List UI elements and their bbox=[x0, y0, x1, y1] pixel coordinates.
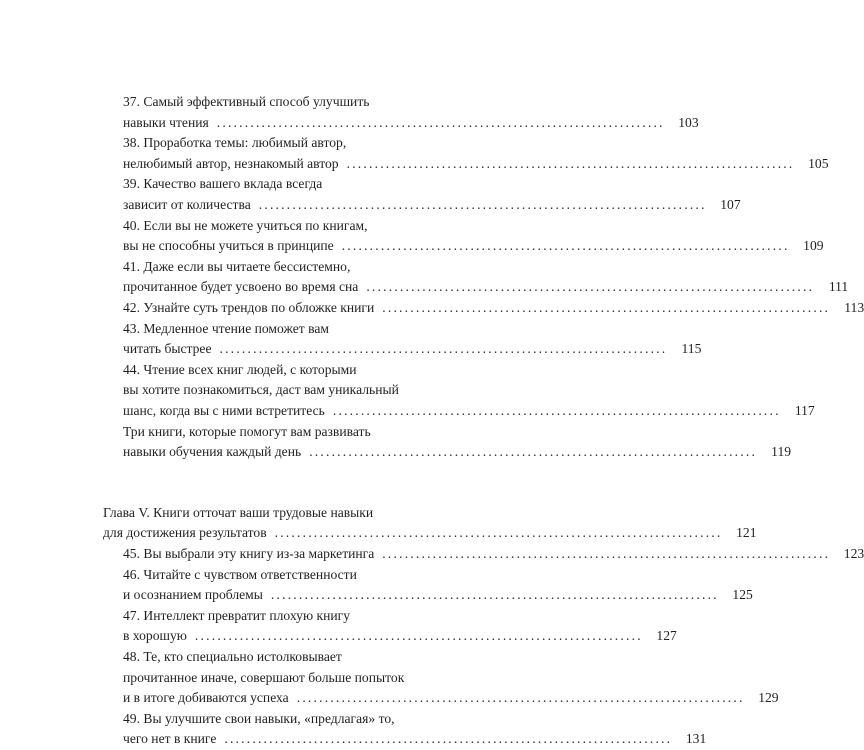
toc-entry-line bbox=[123, 380, 448, 400]
page-number: 127 bbox=[656, 628, 677, 644]
dot-leader: ................................................................................ bbox=[270, 587, 719, 603]
toc-entry-title: нелюбимый автор, незнакомый автор bbox=[123, 155, 339, 171]
toc-entry-line bbox=[123, 319, 448, 339]
toc-entry-title: читать быстрее bbox=[123, 341, 212, 357]
page-number: 125 bbox=[732, 587, 753, 603]
toc-entry-line bbox=[123, 257, 448, 277]
toc-entry-last-line bbox=[123, 154, 829, 174]
toc-entry-last-line bbox=[123, 688, 779, 708]
toc-entry-title: 40. Если вы не можете учиться по книгам, bbox=[123, 217, 368, 233]
dot-leader: ................................................................................ bbox=[341, 238, 790, 254]
toc-entry-line bbox=[123, 92, 448, 112]
chapter-title: для достижения результатов bbox=[103, 525, 267, 541]
toc-entry-last-line bbox=[123, 339, 702, 359]
toc-entry-title: в хорошую bbox=[123, 628, 187, 644]
toc-entry-title: 41. Даже если вы читаете бессистемно, bbox=[123, 258, 351, 274]
toc-entry-title: вы не способны учиться в принципе bbox=[123, 238, 334, 254]
page-number: 121 bbox=[736, 525, 757, 541]
toc-entry-line bbox=[123, 174, 448, 194]
toc-entry-title: вы хотите познакомиться, даст вам уникальный bbox=[123, 382, 399, 398]
toc-entry-line bbox=[123, 422, 448, 442]
dot-leader: ................................................................................ bbox=[382, 300, 831, 315]
toc-entry-line bbox=[103, 503, 448, 523]
toc-entry-last-line bbox=[123, 626, 677, 646]
dot-leader: ................................................................................ bbox=[309, 444, 758, 460]
page-number: 131 bbox=[685, 731, 707, 747]
page-number: 103 bbox=[678, 114, 699, 130]
toc-entry-title: 37. Самый эффективный способ улучшить bbox=[123, 94, 370, 109]
dot-leader: ................................................................................ bbox=[296, 690, 745, 706]
dot-leader: ................................................................................ bbox=[346, 155, 795, 171]
toc-entry-last-line bbox=[123, 544, 864, 564]
toc-entry-line bbox=[123, 668, 448, 688]
page-number: 109 bbox=[803, 238, 824, 254]
toc-entry-title: навыки обучения каждый день bbox=[123, 444, 302, 460]
page-number: 113 bbox=[844, 300, 864, 315]
toc-entry-title: 47. Интеллект превратит плохую книгу bbox=[123, 607, 351, 623]
toc-entry-last-line bbox=[123, 442, 792, 462]
toc-entry-last-line bbox=[123, 277, 849, 297]
toc-entry-last-line bbox=[123, 195, 741, 215]
dot-leader: ................................................................................ bbox=[194, 628, 643, 644]
toc-entry-last-line bbox=[123, 298, 864, 318]
page-number: 123 bbox=[843, 546, 864, 561]
toc-entry-line bbox=[123, 709, 448, 729]
toc-entry-line bbox=[123, 360, 448, 380]
dot-leader: ................................................................................ bbox=[216, 114, 665, 130]
dot-leader: ................................................................................ bbox=[332, 403, 781, 418]
page-number: 105 bbox=[808, 155, 829, 171]
toc-entry-last-line bbox=[123, 585, 753, 605]
toc-entry-line bbox=[123, 606, 448, 626]
dot-leader: ................................................................................ bbox=[219, 341, 668, 357]
dot-leader: ................................................................................ bbox=[382, 546, 831, 561]
toc-entry-title: 43. Медленное чтение поможет вам bbox=[123, 320, 329, 336]
page-number: 119 bbox=[771, 444, 792, 460]
toc-entry-title: 44. Чтение всех книг людей, с которыми bbox=[123, 361, 357, 377]
toc-entry-title: 42. Узнайте суть трендов по обложке книги bbox=[123, 300, 375, 315]
toc-entry-last-line bbox=[123, 401, 815, 421]
page-number: 115 bbox=[681, 341, 702, 357]
toc-entry-title: 49. Вы улучшите свои навыки, «предлагая» то, bbox=[123, 710, 395, 726]
toc-entry-last-line bbox=[103, 523, 757, 543]
chapter-title: Глава V. Книги отточат ваши трудовые навыки bbox=[103, 504, 374, 520]
toc-entry-title: 39. Качество вашего вклада всегда bbox=[123, 176, 323, 192]
toc-entry-line bbox=[123, 133, 448, 153]
toc-entry-line bbox=[123, 216, 448, 236]
toc-entry-last-line bbox=[123, 729, 707, 749]
toc-entry-title: 45. Вы выбрали эту книгу из-за маркетинга bbox=[123, 546, 375, 561]
toc-entry-last-line bbox=[123, 236, 824, 256]
toc-entry-title: шанс, когда вы с ними встретитесь bbox=[123, 403, 325, 418]
toc-entry-title: и в итоге добиваются успеха bbox=[123, 690, 289, 706]
dot-leader: ................................................................................ bbox=[258, 197, 707, 212]
toc-entry-title: и осознанием проблемы bbox=[123, 587, 263, 603]
toc-entry-title: 48. Те, кто специально истолковывает bbox=[123, 649, 342, 664]
toc-entry-title: 38. Проработка темы: любимый автор, bbox=[123, 135, 347, 151]
toc-entry-title: зависит от количества bbox=[123, 197, 251, 212]
page-number: 107 bbox=[720, 197, 741, 212]
dot-leader: ................................................................................ bbox=[366, 279, 815, 295]
toc-entry-line bbox=[123, 565, 448, 585]
dot-leader: ................................................................................ bbox=[224, 731, 673, 747]
toc-entry-title: чего нет в книге bbox=[123, 731, 217, 747]
toc-entry-title: 46. Читайте с чувством ответственности bbox=[123, 566, 357, 582]
toc-entry-title: навыки чтения bbox=[123, 114, 209, 130]
dot-leader: ................................................................................ bbox=[274, 525, 723, 541]
toc-entry-title: Три книги, которые помогут вам развивать bbox=[123, 423, 371, 439]
page-number: 129 bbox=[758, 690, 779, 706]
page-number: 117 bbox=[794, 403, 815, 418]
toc-entry-line bbox=[123, 647, 448, 667]
toc-entry-title: прочитанное будет усвоено во время сна bbox=[123, 279, 359, 295]
page-number: 111 bbox=[828, 279, 849, 295]
toc-entry-title: прочитанное иначе, совершают больше попыток bbox=[123, 669, 405, 685]
toc-entry-last-line bbox=[123, 113, 699, 133]
